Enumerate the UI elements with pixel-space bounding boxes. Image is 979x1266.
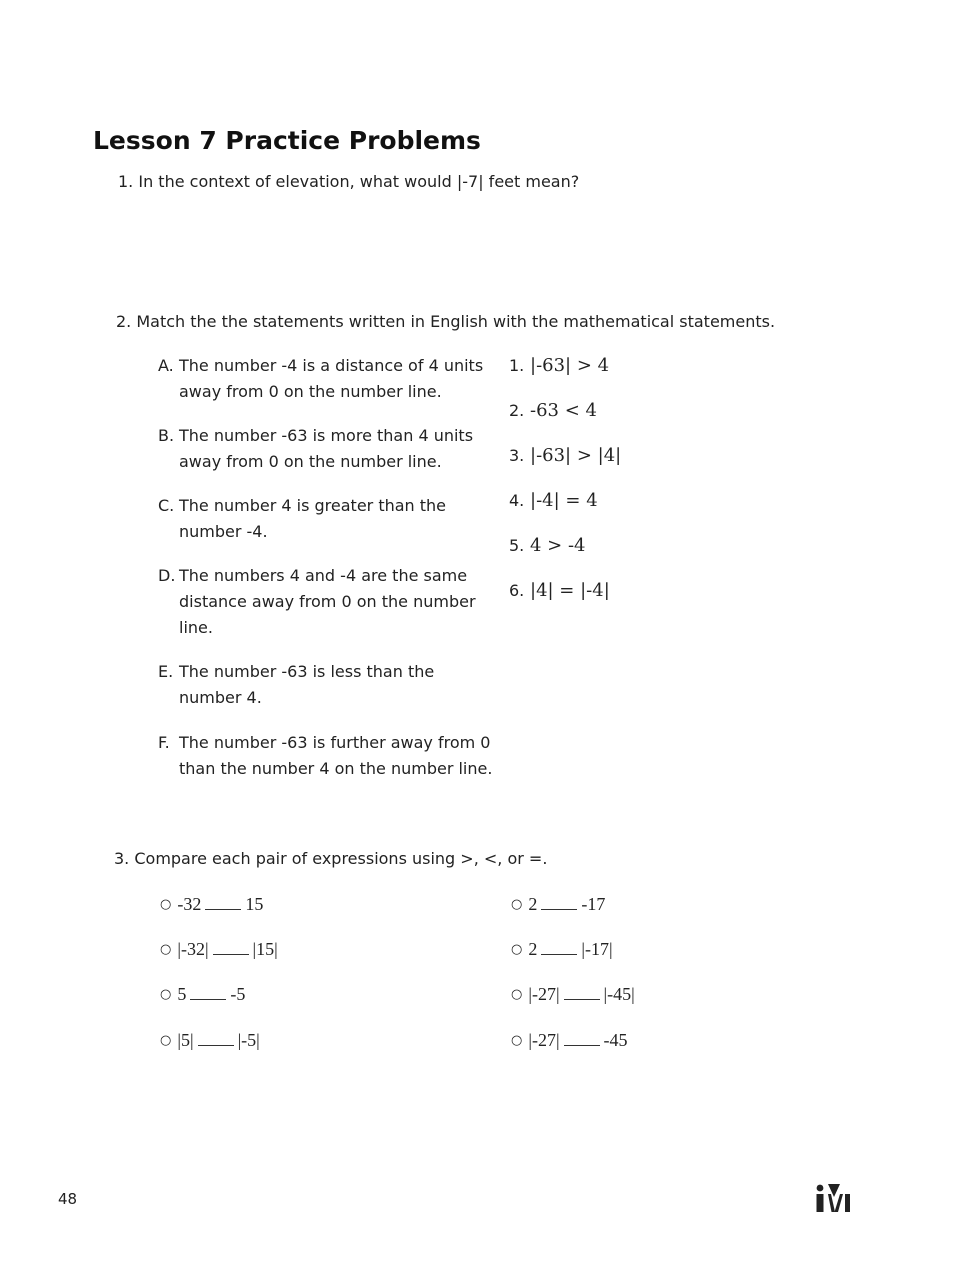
bullet-icon: ○ <box>511 1033 523 1048</box>
math-statement-number: 5. <box>509 536 525 555</box>
math-statement-expression: |-4| = 4 <box>530 490 598 511</box>
statement-text: The numbers 4 and -4 are the same distance away from 0 on the number line. <box>179 566 476 637</box>
math-statement-expression: |-63| > 4 <box>530 355 610 376</box>
bullet-icon: ○ <box>511 897 523 912</box>
answer-blank[interactable] <box>190 998 226 1000</box>
expression-left: |-27| <box>528 1030 560 1050</box>
expression-right: -5 <box>230 984 246 1004</box>
expression-right: -45 <box>603 1030 628 1050</box>
answer-blank[interactable] <box>564 998 600 1000</box>
english-statement-c <box>158 493 498 545</box>
expression-left: 2 <box>528 894 538 914</box>
math-statement-expression: |4| = |-4| <box>530 580 610 601</box>
math-statement-expression: |-63| > |4| <box>530 445 622 466</box>
math-statement-3 <box>509 445 621 466</box>
comparison-item <box>160 894 263 915</box>
statement-letter: F. <box>158 733 170 752</box>
problem-2-text: 2. Match the the statements written in English with the mathematical statements. <box>116 312 776 331</box>
expression-left: -32 <box>177 894 202 914</box>
comparison-item <box>511 894 605 915</box>
comparison-item <box>160 984 245 1005</box>
expression-right: |-5| <box>237 1030 260 1050</box>
expression-right: |15| <box>252 939 278 959</box>
math-statement-expression: -63 < 4 <box>530 400 597 421</box>
comparison-item <box>511 1030 628 1051</box>
bullet-icon: ○ <box>160 942 172 957</box>
math-statement-5 <box>509 535 586 556</box>
math-statement-number: 4. <box>509 491 525 510</box>
bullet-icon: ○ <box>160 987 172 1002</box>
math-statement-expression: 4 > -4 <box>530 535 586 556</box>
english-statement-e <box>158 659 498 711</box>
statement-text: The number -4 is a distance of 4 units away from 0 on the number line. <box>179 356 484 401</box>
comparison-item <box>511 984 635 1005</box>
math-statement-number: 2. <box>509 401 525 420</box>
expression-right: 15 <box>245 894 264 914</box>
statement-letter: A. <box>158 356 174 375</box>
math-statement-1 <box>509 355 609 376</box>
english-statement-f <box>158 730 498 782</box>
statement-letter: D. <box>158 566 176 585</box>
illustrative-mathematics-logo-icon <box>812 1181 854 1213</box>
comparison-item <box>160 1030 260 1051</box>
expression-right: -17 <box>581 894 606 914</box>
problem-3-text: 3. Compare each pair of expressions using >, <, or =. <box>114 849 548 868</box>
answer-blank[interactable] <box>564 1044 600 1046</box>
answer-blank[interactable] <box>213 953 249 955</box>
math-statement-number: 1. <box>509 356 525 375</box>
math-statement-6 <box>509 580 610 601</box>
statement-letter: B. <box>158 426 175 445</box>
math-statement-number: 3. <box>509 446 525 465</box>
math-statement-number: 6. <box>509 581 525 600</box>
english-statement-d <box>158 563 498 641</box>
english-statement-b <box>158 423 498 475</box>
problem-1-text: 1. In the context of elevation, what would |-7| feet mean? <box>118 172 580 191</box>
bullet-icon: ○ <box>511 942 523 957</box>
statement-text: The number -63 is further away from 0 than the number 4 on the number line. <box>179 733 493 778</box>
page-title: Lesson 7 Practice Problems <box>93 126 481 155</box>
expression-left: 5 <box>177 984 187 1004</box>
expression-left: |-27| <box>528 984 560 1004</box>
bullet-icon: ○ <box>160 897 172 912</box>
statement-text: The number -63 is less than the number 4. <box>179 662 435 707</box>
answer-blank[interactable] <box>541 908 577 910</box>
comparison-item <box>511 939 613 960</box>
comparison-item <box>160 939 278 960</box>
expression-right: |-17| <box>581 939 613 959</box>
math-statement-4 <box>509 490 598 511</box>
bullet-icon: ○ <box>160 1033 172 1048</box>
math-statement-2 <box>509 400 597 421</box>
english-statement-a <box>158 353 498 405</box>
answer-blank[interactable] <box>541 953 577 955</box>
statement-text: The number 4 is greater than the number -4. <box>179 496 447 541</box>
expression-left: |-32| <box>177 939 209 959</box>
statement-letter: C. <box>158 496 175 515</box>
expression-left: |5| <box>177 1030 194 1050</box>
statement-text: The number -63 is more than 4 units away from 0 on the number line. <box>179 426 474 471</box>
expression-left: 2 <box>528 939 538 959</box>
statement-letter: E. <box>158 662 174 681</box>
page-number: 48 <box>58 1190 78 1208</box>
expression-right: |-45| <box>603 984 635 1004</box>
bullet-icon: ○ <box>511 987 523 1002</box>
answer-blank[interactable] <box>205 908 241 910</box>
answer-blank[interactable] <box>198 1044 234 1046</box>
